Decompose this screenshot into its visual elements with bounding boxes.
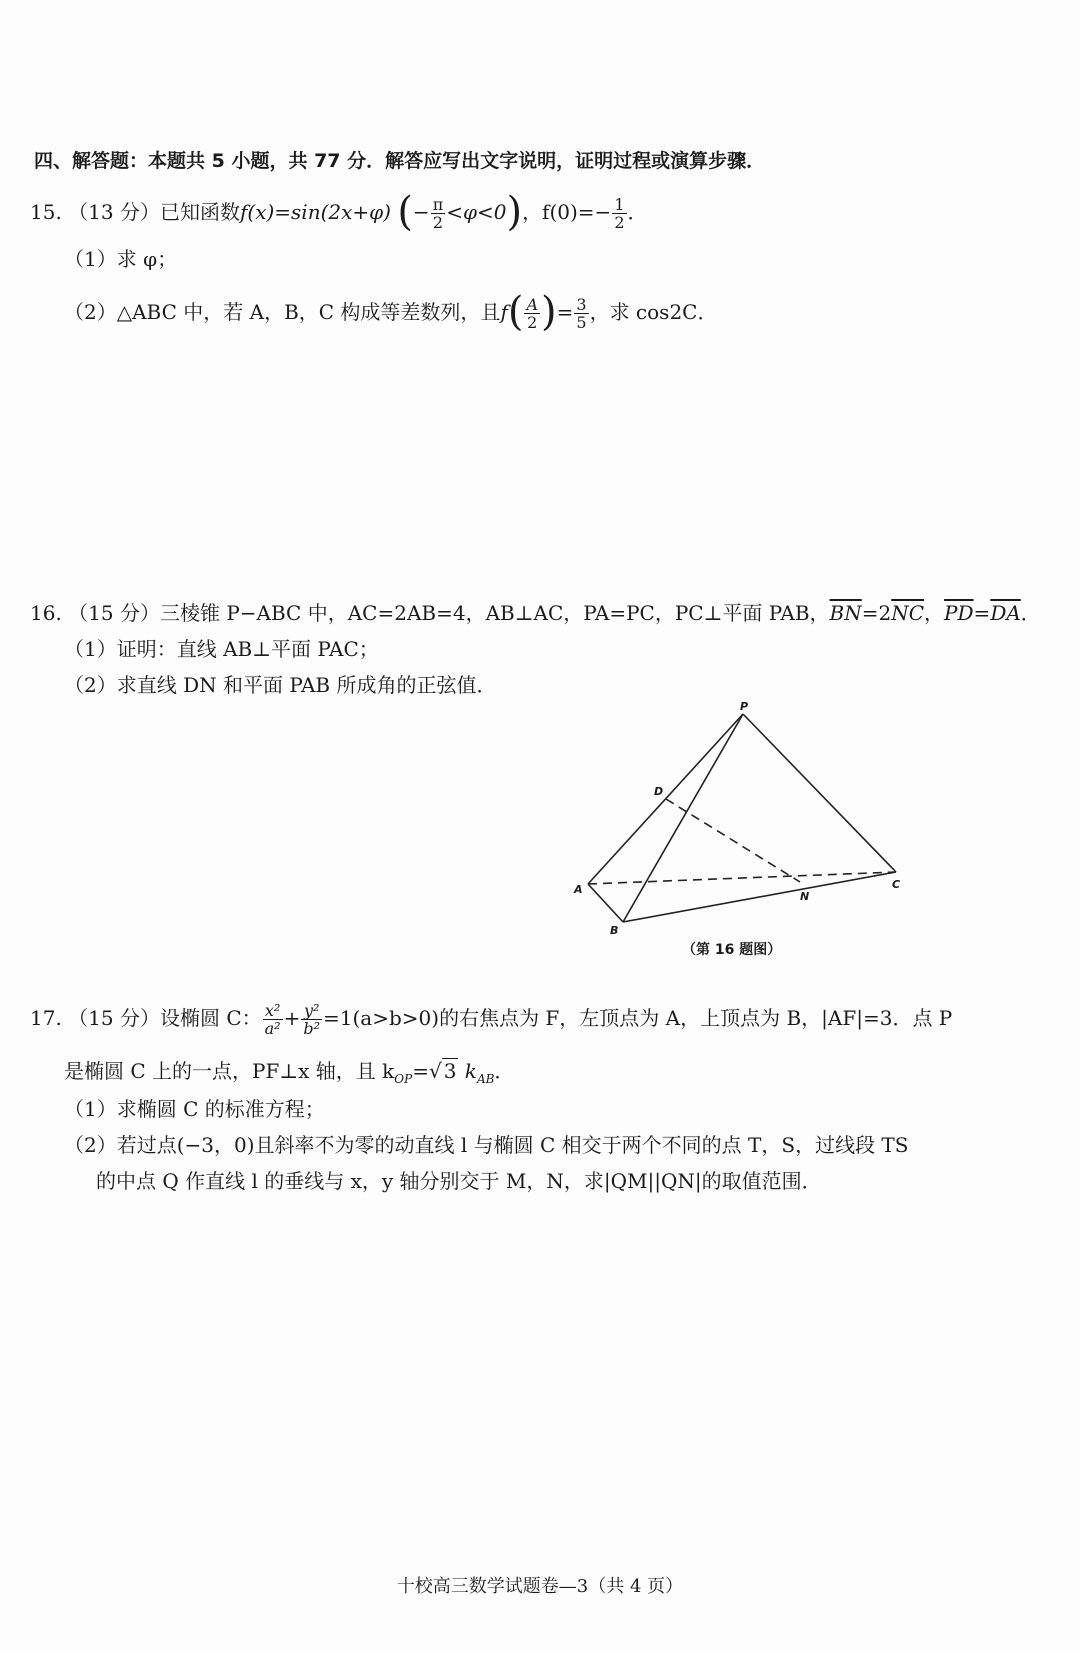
- edge-PB: [623, 714, 743, 922]
- question-17-number: 17.: [30, 1006, 62, 1030]
- question-15-part-2: （2）△ABC 中，若 A，B，C 构成等差数列，且f( $\frac{A}{2}$ )= $\frac{3}{5}$ ，求 cos2C．: [64, 288, 718, 335]
- question-16-part-2: （2）求直线 DN 和平面 PAB 所成角的正弦值．: [64, 673, 497, 697]
- edge-AC-dashed: [588, 872, 896, 884]
- question-15-part-1: （1）求 φ；: [64, 247, 178, 271]
- question-17-part-1: （1）求椭圆 C 的标准方程；: [64, 1097, 325, 1121]
- question-17-part-2-line-2: 的中点 Q 作直线 l 的垂线与 x，y 轴分别交于 M，N，求|QM||QN|的取值范围．: [96, 1169, 822, 1193]
- question-16-number: 16.: [30, 601, 62, 625]
- label-B: B: [610, 924, 619, 937]
- question-15-stem: 15. （13 分）已知函数f(x)=sin(2x+φ) (− $\frac{\pi}{2}$ <φ<0)，f(0)=− $\frac{1}{2}$ ．: [30, 188, 648, 235]
- question-17-line-2: 是椭圆 C 上的一点，PF⊥x 轴，且 $k_{OP}=√$ 3 $k_{AB}$．: [64, 1059, 515, 1086]
- edge-BC: [623, 872, 896, 922]
- question-16-part-1: （1）证明：直线 AB⊥平面 PAC；: [64, 637, 379, 661]
- label-P: P: [740, 700, 749, 713]
- section-header: 四、解答题：本题共 5 小题，共 77 分．解答应写出文字说明，证明过程或演算步骤．: [34, 150, 766, 172]
- figure-caption: （第 16 题图）: [682, 942, 782, 958]
- label-C: C: [892, 878, 901, 891]
- label-N: N: [800, 890, 810, 903]
- question-17-stem: 17. （15 分）设椭圆 C： $\frac{\text{x²}}{\text{a²}}$ + $\frac{\text{y²}}{\text{b²}}$ =1(a>b>0)的右焦点为 F，左顶点为 A，上顶点为 B，|AF|=3．点 P: [30, 1001, 953, 1038]
- question-17-part-2-line-1: （2）若过点(−3，0)且斜率不为零的动直线 l 与椭圆 C 相交于两个不同的点 T，S，过线段 TS: [64, 1133, 909, 1157]
- edge-AB: [588, 884, 623, 922]
- page-footer: 十校高三数学试题卷—3（共 4 页）: [396, 1576, 684, 1597]
- question-15-number: 15.: [30, 200, 62, 224]
- label-D: D: [654, 785, 664, 798]
- label-A: A: [574, 883, 583, 896]
- question-16-stem: 16. （15 分）三棱锥 P−ABC 中，AC=2AB=4，AB⊥AC，PA=PC，PC⊥平面 PAB，$\overline{BN}=2\overline{NC}$，$\overline{PD}=\overline{DA}$．: [30, 601, 1041, 625]
- edge-PC: [743, 714, 896, 872]
- segment-DN-dashed: [666, 799, 800, 882]
- edge-PA: [588, 714, 743, 884]
- tetrahedron-figure: [574, 700, 960, 1020]
